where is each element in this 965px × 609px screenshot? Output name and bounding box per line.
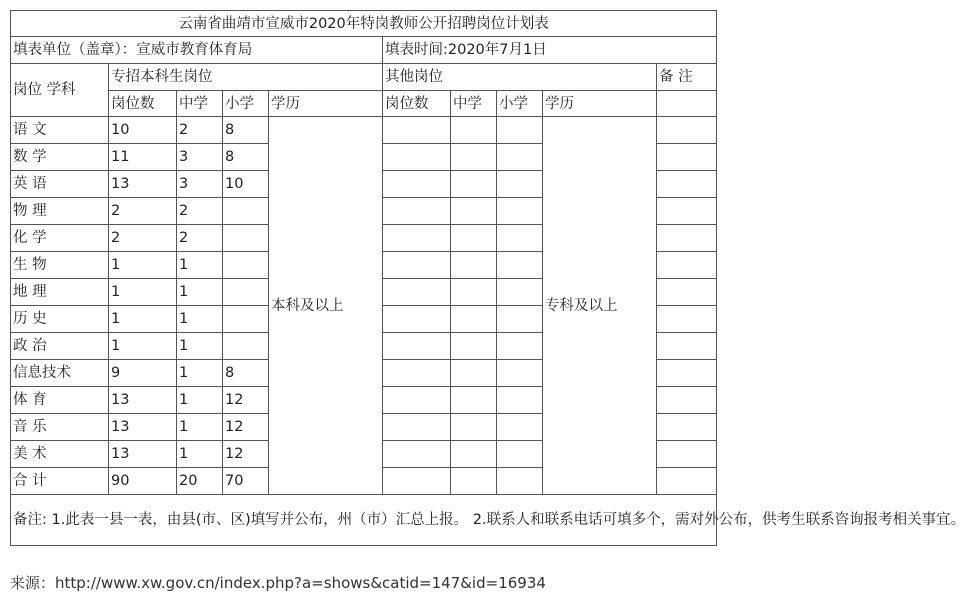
post-count-cell: 10	[109, 117, 177, 144]
header-other-post-count: 岗位数	[383, 91, 451, 117]
primary-cell: 12	[223, 414, 269, 441]
header-education: 学历	[269, 91, 383, 117]
other-middle-cell	[451, 468, 497, 495]
primary-cell: 70	[223, 468, 269, 495]
other-primary-cell	[497, 144, 543, 171]
other-post-count-cell	[383, 252, 451, 279]
other-middle-cell	[451, 387, 497, 414]
post-count-cell: 13	[109, 441, 177, 468]
middle-cell: 1	[177, 414, 223, 441]
primary-cell: 12	[223, 387, 269, 414]
middle-cell: 1	[177, 387, 223, 414]
middle-cell: 2	[177, 198, 223, 225]
middle-cell: 1	[177, 279, 223, 306]
other-primary-cell	[497, 171, 543, 198]
subject-cell: 地 理	[11, 279, 109, 306]
remark-cell	[657, 279, 717, 306]
middle-cell: 1	[177, 441, 223, 468]
other-post-count-cell	[383, 360, 451, 387]
header-other-group: 其他岗位	[383, 64, 657, 91]
post-count-cell: 13	[109, 414, 177, 441]
header-post-subject: 岗位 学科	[11, 64, 109, 117]
filler-unit: 填表单位（盖章）：宣威市教育体育局	[11, 37, 383, 64]
middle-cell: 1	[177, 333, 223, 360]
post-count-cell: 2	[109, 198, 177, 225]
primary-cell	[223, 198, 269, 225]
remark-cell	[657, 225, 717, 252]
subject-cell: 化 学	[11, 225, 109, 252]
table-title: 云南省曲靖市宣威市2020年特岗教师公开招聘岗位计划表	[11, 11, 717, 37]
post-count-cell: 1	[109, 306, 177, 333]
other-post-count-cell	[383, 306, 451, 333]
source-link[interactable]: 来源：http://www.xw.gov.cn/index.php?a=shows&catid=147&id=16934	[10, 574, 546, 592]
post-count-cell: 1	[109, 279, 177, 306]
primary-cell	[223, 279, 269, 306]
other-middle-cell	[451, 117, 497, 144]
post-count-cell: 90	[109, 468, 177, 495]
remark-cell	[657, 306, 717, 333]
subject-cell: 语 文	[11, 117, 109, 144]
remark-cell	[657, 252, 717, 279]
subject-cell: 政 治	[11, 333, 109, 360]
primary-cell	[223, 252, 269, 279]
table-note: 备注: 1.此表一县一表，由县(市、区)填写并公布，州（市）汇总上报。 2.联系人和联系电话可填多个，需对外公布，供考生联系咨询报考相关事宜。	[11, 495, 717, 546]
post-count-cell: 1	[109, 252, 177, 279]
other-post-count-cell	[383, 144, 451, 171]
header-remark-blank	[657, 91, 717, 117]
post-count-cell: 13	[109, 171, 177, 198]
other-middle-cell	[451, 360, 497, 387]
other-middle-cell	[451, 171, 497, 198]
subject-cell: 物 理	[11, 198, 109, 225]
post-count-cell: 2	[109, 225, 177, 252]
other-middle-cell	[451, 441, 497, 468]
remark-cell	[657, 387, 717, 414]
remark-cell	[657, 468, 717, 495]
subject-cell: 音 乐	[11, 414, 109, 441]
other-primary-cell	[497, 198, 543, 225]
remark-cell	[657, 333, 717, 360]
other-post-count-cell	[383, 414, 451, 441]
other-post-count-cell	[383, 468, 451, 495]
other-middle-cell	[451, 225, 497, 252]
other-middle-cell	[451, 144, 497, 171]
recruitment-plan-table	[10, 10, 965, 546]
other-middle-cell	[451, 414, 497, 441]
other-primary-cell	[497, 468, 543, 495]
other-post-count-cell	[383, 441, 451, 468]
other-primary-cell	[497, 306, 543, 333]
remark-cell	[657, 144, 717, 171]
header-undergrad-group: 专招本科生岗位	[109, 64, 383, 91]
remark-cell	[657, 414, 717, 441]
header-post-count: 岗位数	[109, 91, 177, 117]
remark-cell	[657, 198, 717, 225]
primary-cell	[223, 306, 269, 333]
post-count-cell: 13	[109, 387, 177, 414]
other-primary-cell	[497, 252, 543, 279]
other-post-count-cell	[383, 279, 451, 306]
subject-cell: 信息技术	[11, 360, 109, 387]
middle-cell: 2	[177, 117, 223, 144]
other-middle-cell	[451, 306, 497, 333]
table-row	[11, 117, 717, 144]
plan-table-wrapper	[10, 10, 965, 546]
other-middle-cell	[451, 279, 497, 306]
other-primary-cell	[497, 117, 543, 144]
middle-cell: 2	[177, 225, 223, 252]
other-middle-cell	[451, 333, 497, 360]
other-primary-cell	[497, 333, 543, 360]
subject-cell: 英 语	[11, 171, 109, 198]
undergrad-education-cell: 本科及以上	[269, 117, 383, 495]
remark-cell	[657, 117, 717, 144]
primary-cell	[223, 225, 269, 252]
other-primary-cell	[497, 441, 543, 468]
subject-cell: 美 术	[11, 441, 109, 468]
other-post-count-cell	[383, 225, 451, 252]
middle-cell: 1	[177, 306, 223, 333]
header-other-primary: 小学	[497, 91, 543, 117]
primary-cell	[223, 333, 269, 360]
primary-cell: 8	[223, 117, 269, 144]
other-primary-cell	[497, 360, 543, 387]
primary-cell: 8	[223, 144, 269, 171]
remark-cell	[657, 360, 717, 387]
header-other-middle: 中学	[451, 91, 497, 117]
other-post-count-cell	[383, 171, 451, 198]
remark-cell	[657, 171, 717, 198]
other-primary-cell	[497, 225, 543, 252]
header-middle: 中学	[177, 91, 223, 117]
other-education-cell: 专科及以上	[543, 117, 657, 495]
other-post-count-cell	[383, 387, 451, 414]
post-count-cell: 9	[109, 360, 177, 387]
primary-cell: 10	[223, 171, 269, 198]
subject-cell: 生 物	[11, 252, 109, 279]
middle-cell: 3	[177, 171, 223, 198]
other-post-count-cell	[383, 117, 451, 144]
other-primary-cell	[497, 279, 543, 306]
subject-cell: 历 史	[11, 306, 109, 333]
remark-cell	[657, 441, 717, 468]
middle-cell: 1	[177, 252, 223, 279]
other-post-count-cell	[383, 198, 451, 225]
fill-time: 填表时间:2020年7月1日	[383, 37, 717, 64]
middle-cell: 1	[177, 360, 223, 387]
post-count-cell: 1	[109, 333, 177, 360]
post-count-cell: 11	[109, 144, 177, 171]
subject-cell: 体 育	[11, 387, 109, 414]
header-primary: 小学	[223, 91, 269, 117]
other-post-count-cell	[383, 333, 451, 360]
header-other-education: 学历	[543, 91, 657, 117]
middle-cell: 20	[177, 468, 223, 495]
other-primary-cell	[497, 414, 543, 441]
middle-cell: 3	[177, 144, 223, 171]
primary-cell: 12	[223, 441, 269, 468]
subject-cell: 数 学	[11, 144, 109, 171]
header-remark: 备 注	[657, 64, 717, 91]
primary-cell: 8	[223, 360, 269, 387]
other-middle-cell	[451, 198, 497, 225]
subject-cell: 合 计	[11, 468, 109, 495]
other-primary-cell	[497, 387, 543, 414]
other-middle-cell	[451, 252, 497, 279]
